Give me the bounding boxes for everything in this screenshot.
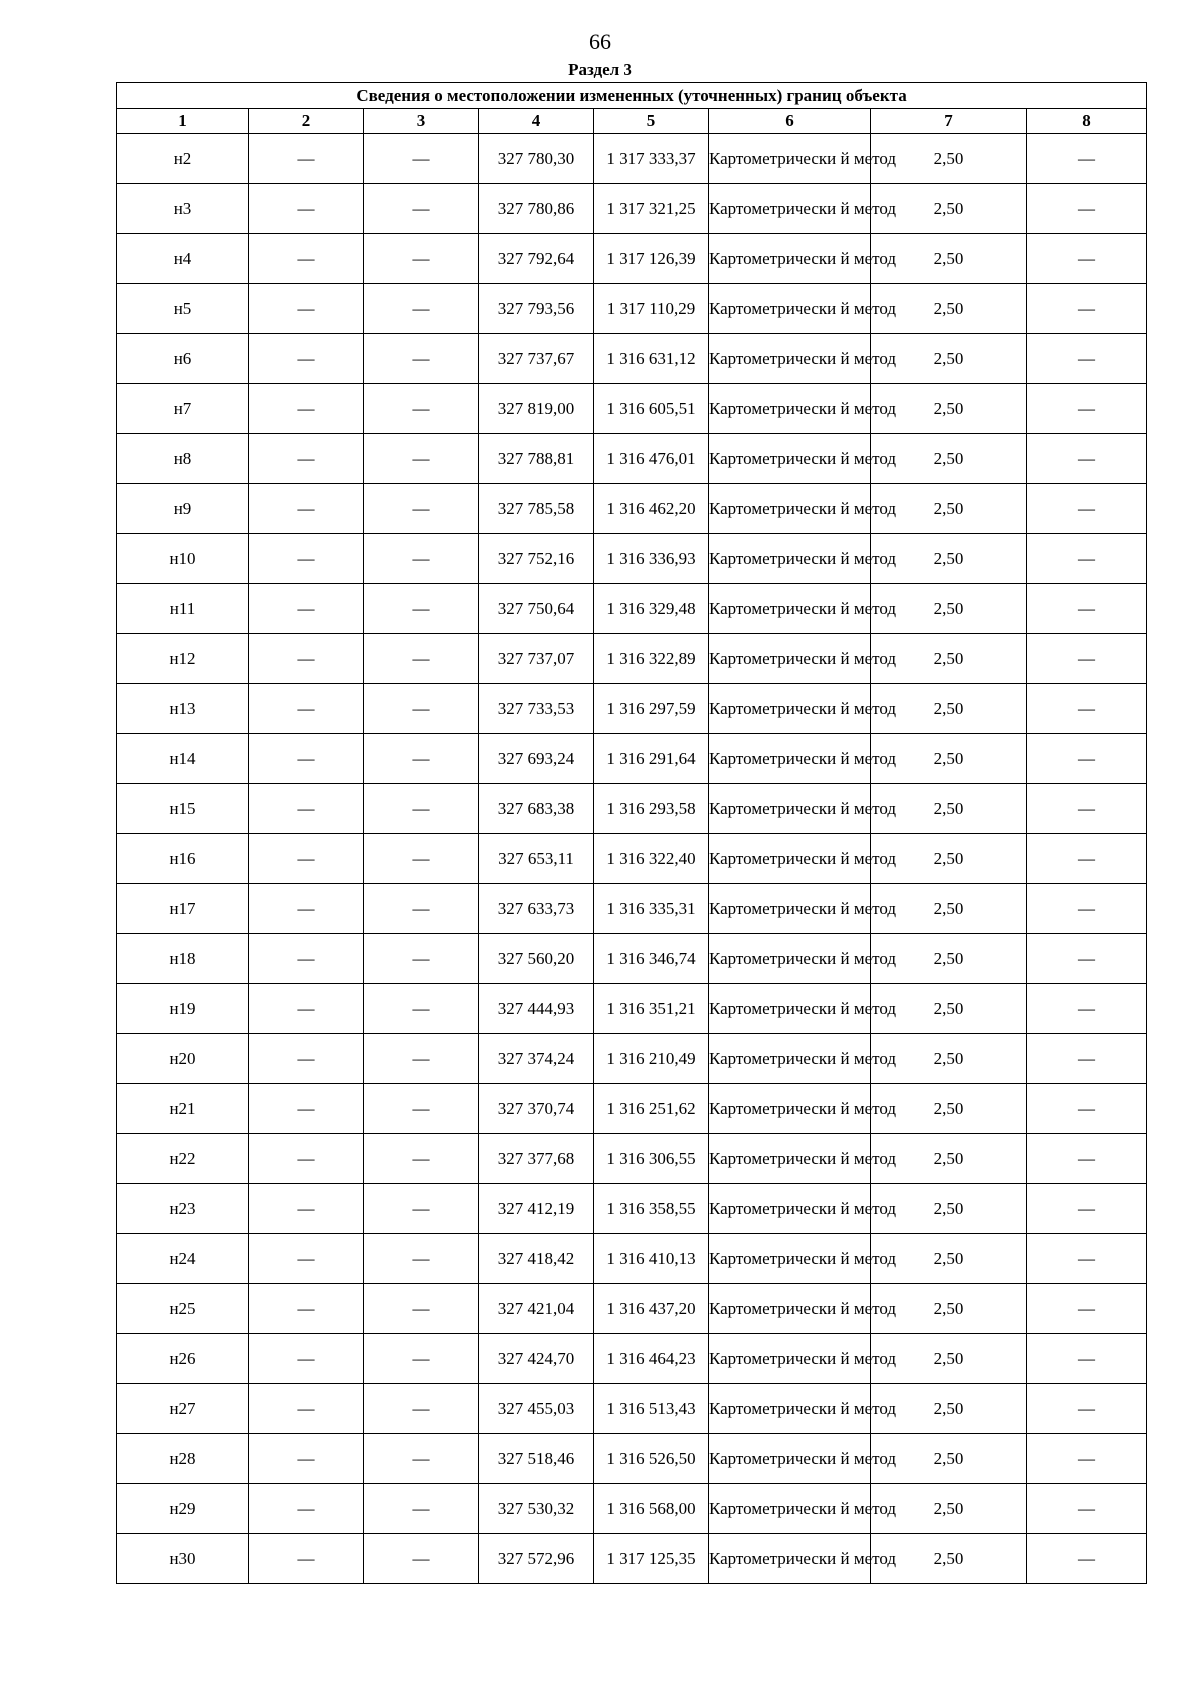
cell-8: — (1027, 1434, 1147, 1484)
cell-2: — (249, 984, 364, 1034)
table-row (117, 434, 1147, 484)
accuracy-cell: 2,50 (871, 634, 1027, 684)
cell-3: — (364, 284, 479, 334)
method-cell: Картометрически й метод (709, 1184, 871, 1234)
cell-2: — (249, 634, 364, 684)
y-coordinate-cell: 1 316 568,00 (594, 1484, 709, 1534)
cell-2: — (249, 434, 364, 484)
cell-8: — (1027, 1134, 1147, 1184)
cell-2: — (249, 1034, 364, 1084)
accuracy-cell: 2,50 (871, 1384, 1027, 1434)
table-row (117, 884, 1147, 934)
x-coordinate-cell: 327 412,19 (479, 1184, 594, 1234)
method-cell: Картометрически й метод (709, 834, 871, 884)
x-coordinate-cell: 327 752,16 (479, 534, 594, 584)
cell-3: — (364, 634, 479, 684)
method-cell: Картометрически й метод (709, 384, 871, 434)
accuracy-cell: 2,50 (871, 234, 1027, 284)
accuracy-cell: 2,50 (871, 984, 1027, 1034)
y-coordinate-cell: 1 316 335,31 (594, 884, 709, 934)
cell-3: — (364, 984, 479, 1034)
cell-8: — (1027, 1284, 1147, 1334)
x-coordinate-cell: 327 560,20 (479, 934, 594, 984)
table-row (117, 734, 1147, 784)
cell-2: — (249, 1134, 364, 1184)
column-header: 7 (871, 109, 1027, 134)
y-coordinate-cell: 1 316 210,49 (594, 1034, 709, 1084)
table-title: Сведения о местоположении измененных (уточненных) границ объекта (117, 83, 1147, 109)
cell-8: — (1027, 734, 1147, 784)
x-coordinate-cell: 327 737,67 (479, 334, 594, 384)
accuracy-cell: 2,50 (871, 334, 1027, 384)
table-row (117, 834, 1147, 884)
point-id-cell: н14 (117, 734, 249, 784)
x-coordinate-cell: 327 424,70 (479, 1334, 594, 1384)
table-row (117, 1034, 1147, 1084)
column-header: 1 (117, 109, 249, 134)
accuracy-cell: 2,50 (871, 934, 1027, 984)
method-cell: Картометрически й метод (709, 684, 871, 734)
method-cell: Картометрически й метод (709, 1284, 871, 1334)
cell-8: — (1027, 684, 1147, 734)
method-cell: Картометрически й метод (709, 234, 871, 284)
cell-8: — (1027, 434, 1147, 484)
point-id-cell: н19 (117, 984, 249, 1034)
point-id-cell: н30 (117, 1534, 249, 1584)
section-title: Раздел 3 (568, 60, 632, 79)
x-coordinate-cell: 327 455,03 (479, 1384, 594, 1434)
table-row (117, 934, 1147, 984)
cell-3: — (364, 1034, 479, 1084)
point-id-cell: н5 (117, 284, 249, 334)
point-id-cell: н18 (117, 934, 249, 984)
x-coordinate-cell: 327 788,81 (479, 434, 594, 484)
method-cell: Картометрически й метод (709, 1134, 871, 1184)
accuracy-cell: 2,50 (871, 1234, 1027, 1284)
method-cell: Картометрически й метод (709, 1084, 871, 1134)
point-id-cell: н4 (117, 234, 249, 284)
x-coordinate-cell: 327 633,73 (479, 884, 594, 934)
y-coordinate-cell: 1 317 125,35 (594, 1534, 709, 1584)
method-cell: Картометрически й метод (709, 884, 871, 934)
y-coordinate-cell: 1 316 251,62 (594, 1084, 709, 1134)
point-id-cell: н21 (117, 1084, 249, 1134)
cell-8: — (1027, 384, 1147, 434)
accuracy-cell: 2,50 (871, 1084, 1027, 1134)
cell-3: — (364, 934, 479, 984)
accuracy-cell: 2,50 (871, 534, 1027, 584)
cell-2: — (249, 584, 364, 634)
cell-2: — (249, 234, 364, 284)
cell-3: — (364, 584, 479, 634)
cell-3: — (364, 834, 479, 884)
point-id-cell: н17 (117, 884, 249, 934)
cell-3: — (364, 1134, 479, 1184)
cell-3: — (364, 884, 479, 934)
cell-2: — (249, 934, 364, 984)
cell-8: — (1027, 184, 1147, 234)
cell-3: — (364, 1484, 479, 1534)
method-cell: Картометрически й метод (709, 1484, 871, 1534)
y-coordinate-cell: 1 317 333,37 (594, 134, 709, 184)
cell-2: — (249, 1184, 364, 1234)
accuracy-cell: 2,50 (871, 134, 1027, 184)
method-cell: Картометрически й метод (709, 1534, 871, 1584)
point-id-cell: н25 (117, 1284, 249, 1334)
cell-2: — (249, 384, 364, 434)
point-id-cell: н23 (117, 1184, 249, 1234)
accuracy-cell: 2,50 (871, 1134, 1027, 1184)
point-id-cell: н29 (117, 1484, 249, 1534)
method-cell: Картометрически й метод (709, 534, 871, 584)
cell-3: — (364, 684, 479, 734)
cell-8: — (1027, 984, 1147, 1034)
cell-2: — (249, 1234, 364, 1284)
point-id-cell: н3 (117, 184, 249, 234)
cell-8: — (1027, 134, 1147, 184)
x-coordinate-cell: 327 785,58 (479, 484, 594, 534)
cell-2: — (249, 834, 364, 884)
cell-3: — (364, 184, 479, 234)
x-coordinate-cell: 327 370,74 (479, 1084, 594, 1134)
method-cell: Картометрически й метод (709, 484, 871, 534)
table-row (117, 1434, 1147, 1484)
cell-2: — (249, 134, 364, 184)
x-coordinate-cell: 327 653,11 (479, 834, 594, 884)
y-coordinate-cell: 1 317 321,25 (594, 184, 709, 234)
point-id-cell: н22 (117, 1134, 249, 1184)
table-row (117, 1534, 1147, 1584)
method-cell: Картометрически й метод (709, 1434, 871, 1484)
point-id-cell: н12 (117, 634, 249, 684)
method-cell: Картометрически й метод (709, 284, 871, 334)
cell-3: — (364, 334, 479, 384)
y-coordinate-cell: 1 317 126,39 (594, 234, 709, 284)
point-id-cell: н27 (117, 1384, 249, 1434)
point-id-cell: н16 (117, 834, 249, 884)
point-id-cell: н11 (117, 584, 249, 634)
cell-2: — (249, 1484, 364, 1534)
accuracy-cell: 2,50 (871, 484, 1027, 534)
accuracy-cell: 2,50 (871, 834, 1027, 884)
accuracy-cell: 2,50 (871, 884, 1027, 934)
table-row (117, 1284, 1147, 1334)
cell-8: — (1027, 1084, 1147, 1134)
accuracy-cell: 2,50 (871, 1184, 1027, 1234)
cell-2: — (249, 1534, 364, 1584)
cell-8: — (1027, 334, 1147, 384)
table-row (117, 684, 1147, 734)
cell-3: — (364, 784, 479, 834)
method-cell: Картометрически й метод (709, 584, 871, 634)
x-coordinate-cell: 327 377,68 (479, 1134, 594, 1184)
accuracy-cell: 2,50 (871, 1484, 1027, 1534)
y-coordinate-cell: 1 316 336,93 (594, 534, 709, 584)
table-row (117, 1484, 1147, 1534)
cell-3: — (364, 1284, 479, 1334)
x-coordinate-cell: 327 750,64 (479, 584, 594, 634)
accuracy-cell: 2,50 (871, 734, 1027, 784)
method-cell: Картометрически й метод (709, 134, 871, 184)
accuracy-cell: 2,50 (871, 784, 1027, 834)
x-coordinate-cell: 327 737,07 (479, 634, 594, 684)
cell-2: — (249, 784, 364, 834)
cell-8: — (1027, 234, 1147, 284)
x-coordinate-cell: 327 733,53 (479, 684, 594, 734)
cell-8: — (1027, 1034, 1147, 1084)
point-id-cell: н10 (117, 534, 249, 584)
point-id-cell: н8 (117, 434, 249, 484)
accuracy-cell: 2,50 (871, 1334, 1027, 1384)
x-coordinate-cell: 327 693,24 (479, 734, 594, 784)
method-cell: Картометрически й метод (709, 434, 871, 484)
cell-8: — (1027, 1184, 1147, 1234)
cell-3: — (364, 1184, 479, 1234)
cell-3: — (364, 1434, 479, 1484)
y-coordinate-cell: 1 316 631,12 (594, 334, 709, 384)
table-row (117, 1334, 1147, 1384)
cell-2: — (249, 684, 364, 734)
method-cell: Картометрически й метод (709, 334, 871, 384)
point-id-cell: н13 (117, 684, 249, 734)
y-coordinate-cell: 1 316 291,64 (594, 734, 709, 784)
table-row (117, 334, 1147, 384)
y-coordinate-cell: 1 316 464,23 (594, 1334, 709, 1384)
point-id-cell: н28 (117, 1434, 249, 1484)
point-id-cell: н7 (117, 384, 249, 434)
y-coordinate-cell: 1 316 322,40 (594, 834, 709, 884)
cell-3: — (364, 1534, 479, 1584)
column-header: 4 (479, 109, 594, 134)
cell-2: — (249, 1334, 364, 1384)
column-header: 5 (594, 109, 709, 134)
x-coordinate-cell: 327 444,93 (479, 984, 594, 1034)
accuracy-cell: 2,50 (871, 284, 1027, 334)
accuracy-cell: 2,50 (871, 184, 1027, 234)
y-coordinate-cell: 1 316 513,43 (594, 1384, 709, 1434)
x-coordinate-cell: 327 530,32 (479, 1484, 594, 1534)
point-id-cell: н2 (117, 134, 249, 184)
method-cell: Картометрически й метод (709, 984, 871, 1034)
table-row (117, 534, 1147, 584)
point-id-cell: н15 (117, 784, 249, 834)
point-id-cell: н20 (117, 1034, 249, 1084)
x-coordinate-cell: 327 793,56 (479, 284, 594, 334)
column-header: 3 (364, 109, 479, 134)
cell-3: — (364, 134, 479, 184)
cell-8: — (1027, 634, 1147, 684)
cell-8: — (1027, 1334, 1147, 1384)
y-coordinate-cell: 1 316 605,51 (594, 384, 709, 434)
point-id-cell: н9 (117, 484, 249, 534)
method-cell: Картометрически й метод (709, 1384, 871, 1434)
accuracy-cell: 2,50 (871, 1434, 1027, 1484)
table-body (117, 134, 1147, 1584)
cell-8: — (1027, 1534, 1147, 1584)
table-row (117, 484, 1147, 534)
cell-3: — (364, 434, 479, 484)
cell-3: — (364, 1334, 479, 1384)
accuracy-cell: 2,50 (871, 684, 1027, 734)
accuracy-cell: 2,50 (871, 1284, 1027, 1334)
accuracy-cell: 2,50 (871, 584, 1027, 634)
cell-3: — (364, 1084, 479, 1134)
x-coordinate-cell: 327 572,96 (479, 1534, 594, 1584)
cell-8: — (1027, 884, 1147, 934)
table-row (117, 384, 1147, 434)
y-coordinate-cell: 1 316 293,58 (594, 784, 709, 834)
cell-2: — (249, 484, 364, 534)
y-coordinate-cell: 1 316 351,21 (594, 984, 709, 1034)
method-cell: Картометрически й метод (709, 634, 871, 684)
y-coordinate-cell: 1 316 358,55 (594, 1184, 709, 1234)
cell-3: — (364, 484, 479, 534)
cell-3: — (364, 1384, 479, 1434)
cell-8: — (1027, 834, 1147, 884)
cell-2: — (249, 1084, 364, 1134)
table-row (117, 1084, 1147, 1134)
table-row (117, 134, 1147, 184)
cell-8: — (1027, 584, 1147, 634)
y-coordinate-cell: 1 316 329,48 (594, 584, 709, 634)
boundary-coordinates-table (116, 82, 1147, 1584)
cell-3: — (364, 534, 479, 584)
accuracy-cell: 2,50 (871, 1534, 1027, 1584)
x-coordinate-cell: 327 683,38 (479, 784, 594, 834)
column-header: 6 (709, 109, 871, 134)
table-row (117, 1134, 1147, 1184)
table-row (117, 634, 1147, 684)
y-coordinate-cell: 1 316 476,01 (594, 434, 709, 484)
cell-2: — (249, 334, 364, 384)
table-row (117, 1384, 1147, 1434)
accuracy-cell: 2,50 (871, 434, 1027, 484)
y-coordinate-cell: 1 316 346,74 (594, 934, 709, 984)
y-coordinate-cell: 1 316 297,59 (594, 684, 709, 734)
table-row (117, 784, 1147, 834)
cell-8: — (1027, 1234, 1147, 1284)
cell-2: — (249, 284, 364, 334)
method-cell: Картометрически й метод (709, 1034, 871, 1084)
x-coordinate-cell: 327 418,42 (479, 1234, 594, 1284)
table-row (117, 284, 1147, 334)
column-header: 2 (249, 109, 364, 134)
cell-2: — (249, 534, 364, 584)
method-cell: Картометрически й метод (709, 934, 871, 984)
cell-2: — (249, 884, 364, 934)
method-cell: Картометрически й метод (709, 184, 871, 234)
y-coordinate-cell: 1 316 526,50 (594, 1434, 709, 1484)
cell-8: — (1027, 284, 1147, 334)
y-coordinate-cell: 1 317 110,29 (594, 284, 709, 334)
cell-3: — (364, 234, 479, 284)
cell-3: — (364, 734, 479, 784)
cell-2: — (249, 1284, 364, 1334)
accuracy-cell: 2,50 (871, 1034, 1027, 1084)
y-coordinate-cell: 1 316 437,20 (594, 1284, 709, 1334)
x-coordinate-cell: 327 792,64 (479, 234, 594, 284)
cell-3: — (364, 1234, 479, 1284)
table-row (117, 184, 1147, 234)
table-row (117, 234, 1147, 284)
x-coordinate-cell: 327 819,00 (479, 384, 594, 434)
table-row (117, 1234, 1147, 1284)
x-coordinate-cell: 327 421,04 (479, 1284, 594, 1334)
cell-8: — (1027, 1384, 1147, 1434)
cell-2: — (249, 734, 364, 784)
point-id-cell: н26 (117, 1334, 249, 1384)
column-header: 8 (1027, 109, 1147, 134)
method-cell: Картометрически й метод (709, 734, 871, 784)
y-coordinate-cell: 1 316 462,20 (594, 484, 709, 534)
cell-8: — (1027, 934, 1147, 984)
method-cell: Картометрически й метод (709, 1334, 871, 1384)
cell-8: — (1027, 1484, 1147, 1534)
table-row (117, 584, 1147, 634)
method-cell: Картометрически й метод (709, 784, 871, 834)
point-id-cell: н6 (117, 334, 249, 384)
cell-2: — (249, 1434, 364, 1484)
y-coordinate-cell: 1 316 306,55 (594, 1134, 709, 1184)
x-coordinate-cell: 327 780,30 (479, 134, 594, 184)
table-row (117, 1184, 1147, 1234)
accuracy-cell: 2,50 (871, 384, 1027, 434)
cell-8: — (1027, 534, 1147, 584)
cell-2: — (249, 184, 364, 234)
cell-8: — (1027, 784, 1147, 834)
y-coordinate-cell: 1 316 410,13 (594, 1234, 709, 1284)
point-id-cell: н24 (117, 1234, 249, 1284)
page-number: 66 (589, 29, 611, 54)
table-row (117, 984, 1147, 1034)
x-coordinate-cell: 327 780,86 (479, 184, 594, 234)
x-coordinate-cell: 327 518,46 (479, 1434, 594, 1484)
x-coordinate-cell: 327 374,24 (479, 1034, 594, 1084)
y-coordinate-cell: 1 316 322,89 (594, 634, 709, 684)
cell-2: — (249, 1384, 364, 1434)
cell-3: — (364, 384, 479, 434)
cell-8: — (1027, 484, 1147, 534)
method-cell: Картометрически й метод (709, 1234, 871, 1284)
